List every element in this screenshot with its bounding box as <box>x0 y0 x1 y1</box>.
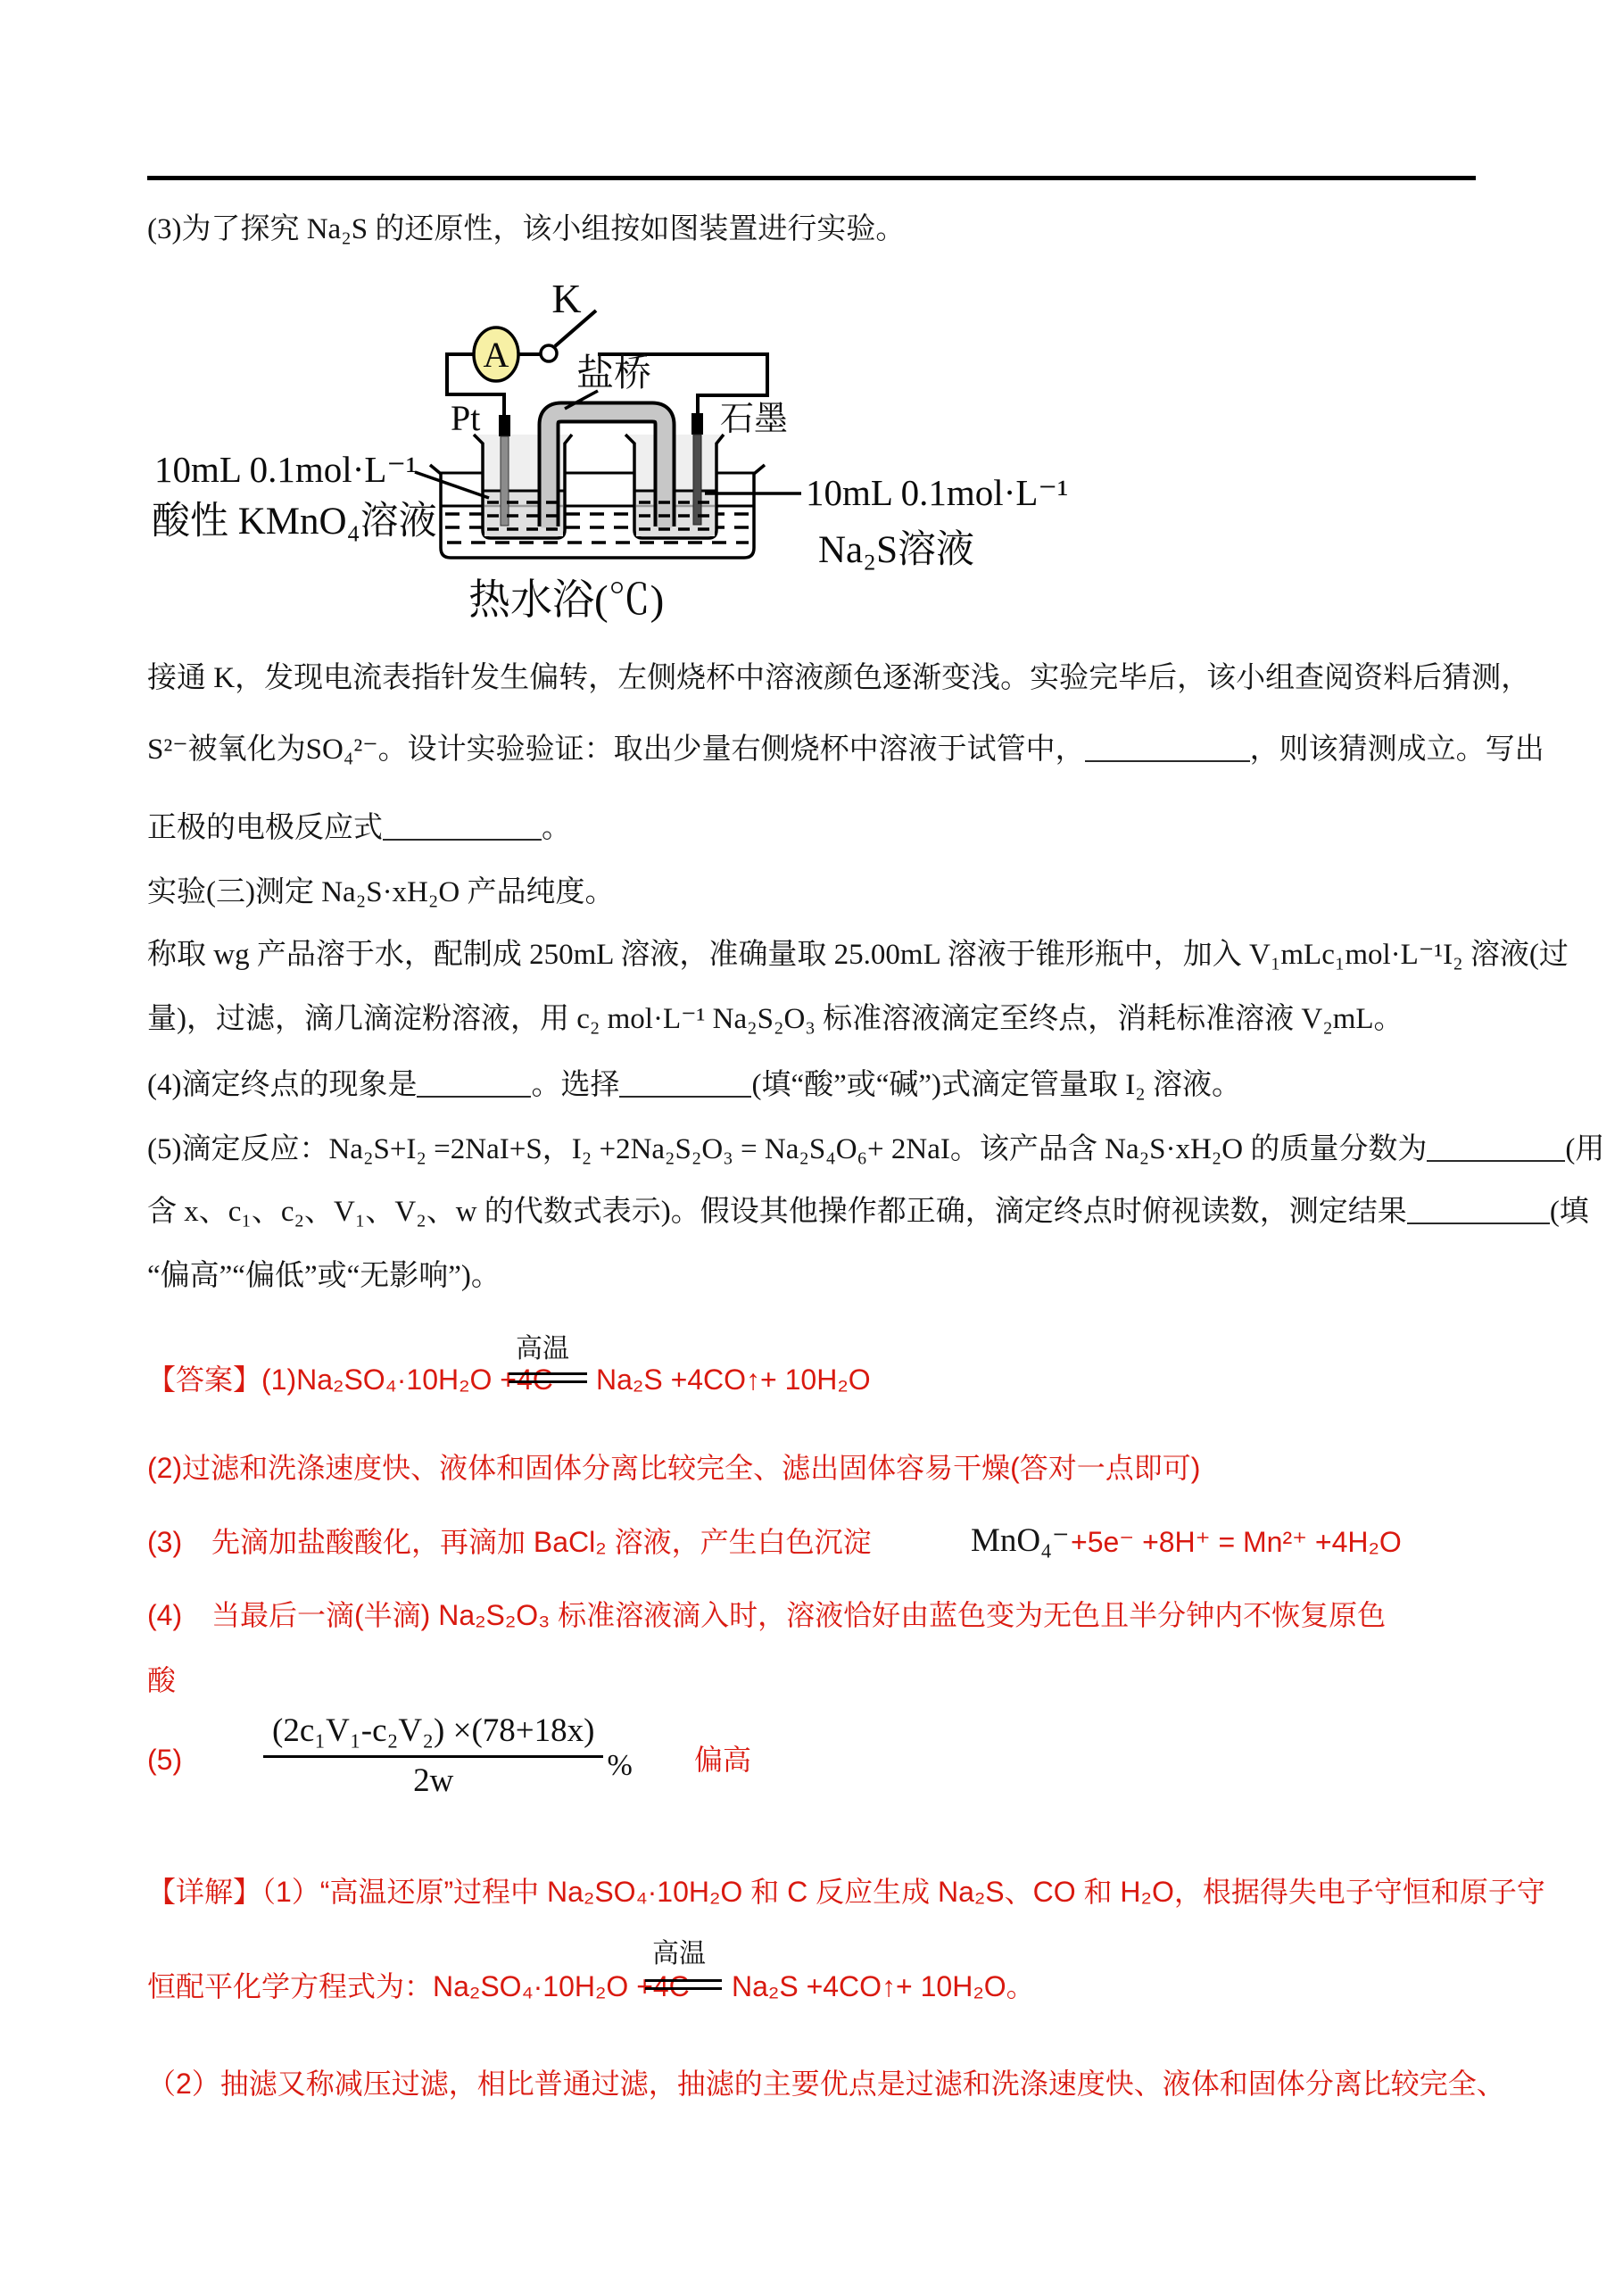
percent-sign: % <box>607 1748 633 1782</box>
answer-line-3-num: (3) <box>147 1526 183 1558</box>
answer-line-2: (2)过滤和洗涤速度快、液体和固体分离比较完全、滤出固体容易干燥(答对一点即可) <box>147 1452 1201 1484</box>
pt-electrode-terminal <box>499 415 510 436</box>
graphite-electrode-terminal <box>691 413 703 435</box>
answer-line-5-result: 偏高 <box>694 1744 752 1776</box>
question-line-6: 量)，过滤，滴几滴淀粉溶液，用 c₂ mol·L⁻¹ Na₂S₂O₃ 标准溶液滴定至终点，消耗标准溶液 V₂mL。 <box>147 1003 1404 1035</box>
question-line-8-post: (用 <box>1565 1133 1605 1165</box>
explanation-eq-pre: 恒配平化学方程式为：Na₂SO₄·10H₂O +4C <box>147 1970 690 2002</box>
question-line-10: “偏高”“偏低”或“无影响”)。 <box>147 1260 501 1292</box>
question-line-9-post: (填 <box>1549 1196 1589 1228</box>
answer-eq1-post: Na₂S +4CO↑+ 10H₂O <box>596 1364 871 1396</box>
question-line-7-mid: 。选择 <box>531 1069 620 1101</box>
question-line-7-pre: (4)滴定终点的现象是 <box>147 1069 418 1101</box>
question-part3-intro: (3)为了探究 Na₂S 的还原性，该小组按如图装置进行实验。 <box>147 213 906 245</box>
pt-electrode <box>501 436 509 526</box>
answer-line-3-eq-black: MnO₄⁻ <box>971 1522 1070 1559</box>
pt-label: Pt <box>451 398 481 438</box>
blank-verify <box>1085 734 1250 762</box>
answer-line-5-num: (5) <box>147 1744 183 1776</box>
answer-line-3-eq-red: +5e⁻ +8H⁺ = Mn²⁺ +4H₂O <box>1071 1526 1402 1558</box>
left-solution-label-line1: 10mL 0.1mol·L⁻¹ <box>154 449 418 490</box>
explanation-eq-double-line <box>645 1979 722 1990</box>
fraction-denominator: 2w <box>413 1762 454 1799</box>
question-line-7-post: (填“酸”或“碱”)式滴定管量取 I₂ 溶液。 <box>751 1069 1242 1101</box>
blank-electrode-eq <box>383 812 542 841</box>
question-line-2 <box>147 732 1544 768</box>
ammeter-label: A <box>483 335 509 375</box>
question-line-2-pre: S²⁻被氧化为SO₄²⁻。设计实验验证：取出少量右侧烧杯中溶液于试管中， <box>147 734 1085 766</box>
explanation-eq-post: Na₂S +4CO↑+ 10H₂O。 <box>732 1970 1035 2002</box>
left-label-pointer <box>415 472 489 498</box>
blank-result <box>1407 1196 1550 1224</box>
header-rule <box>147 176 1476 180</box>
explanation-line-1: 【详解】（1）“高温还原”过程中 Na₂SO₄·10H₂O 和 C 反应生成 Na₂S、CO 和 H₂O，根据得失电子守恒和原子守 <box>147 1876 1545 1908</box>
apparatus-diagram <box>147 277 1080 632</box>
graphite-electrode <box>693 435 701 525</box>
question-line-4: 实验(三)测定 Na₂S·xH₂O 产品纯度。 <box>147 876 615 908</box>
question-line-3-pre: 正极的电极反应式 <box>147 812 383 844</box>
blank-burette-type <box>619 1069 751 1098</box>
answer-eq1-double-line <box>509 1372 587 1383</box>
right-solution-label-line2: Na₂S溶液 <box>818 529 975 571</box>
answer-eq1-condition: 高温 <box>516 1334 569 1364</box>
fraction <box>263 1712 603 1800</box>
question-line-8 <box>147 1131 1604 1168</box>
right-solution-label-line1: 10mL 0.1mol·L⁻¹ <box>806 472 1069 513</box>
explanation-line-2: （2）抽滤又称减压过滤，相比普通过滤，抽滤的主要优点是过滤和洗涤速度快、液体和固体分离比较完全、 <box>147 2068 1505 2100</box>
question-line-1: 接通 K，发现电流表指针发生偏转，左侧烧杯中溶液颜色逐渐变浅。实验完毕后，该小组查阅资料后猜测， <box>147 662 1531 694</box>
answer-formula <box>263 1712 633 1800</box>
question-line-9 <box>147 1194 1589 1231</box>
question-line-5: 称取 wg 产品溶于水，配制成 250mL 溶液，准确量取 25.00mL 溶液于锥形瓶中，加入 V₁mLc₁mol·L⁻¹I₂ 溶液(过 <box>147 939 1569 971</box>
question-line-9-pre: 含 x、c₁、c₂、V₁、V₂、w 的代数式表示)。假设其他操作都正确，滴定终点时俯视读数，测定结果 <box>147 1196 1407 1228</box>
blank-mass-fraction <box>1427 1133 1565 1162</box>
question-line-7 <box>147 1067 1241 1104</box>
blank-endpoint <box>417 1069 531 1098</box>
switch-label: K <box>551 277 582 321</box>
question-line-3-post: 。 <box>542 812 571 844</box>
water-bath-label: 热水浴(℃) <box>468 577 665 624</box>
answer-line-4-cont: 酸 <box>147 1664 177 1696</box>
fraction-numerator: (2c₁V₁-c₂V₂) ×(78+18x) <box>263 1712 603 1758</box>
answer-line-4-num: (4) <box>147 1599 183 1631</box>
question-line-8-pre: (5)滴定反应：Na₂S+I₂ =2NaI+S，I₂ +2Na₂S₂O₃ = Na₂S₄O₆+ 2NaI。该产品含 Na₂S·xH₂O 的质量分数为 <box>147 1133 1428 1165</box>
explanation-eq-condition: 高温 <box>652 1939 706 1969</box>
left-solution-label-line2: 酸性 KMnO₄溶液 <box>152 501 437 543</box>
graphite-label: 石墨 <box>720 401 789 438</box>
answer-line-3-text: 先滴加盐酸酸化，再滴加 BaCl₂ 溶液，产生白色沉淀 <box>211 1526 872 1558</box>
salt-bridge-label: 盐桥 <box>576 353 652 394</box>
question-line-2-post: ，则该猜测成立。写出 <box>1249 734 1544 766</box>
switch-contact-icon <box>541 345 557 361</box>
answer-line-4-text: 当最后一滴(半滴) Na₂S₂O₃ 标准溶液滴入时，溶液恰好由蓝色变为无色且半分钟内不恢复原色 <box>211 1599 1387 1631</box>
question-line-3 <box>147 810 571 847</box>
answer-eq1-pre: 【答案】(1)Na₂SO₄·10H₂O +4C <box>147 1364 553 1396</box>
